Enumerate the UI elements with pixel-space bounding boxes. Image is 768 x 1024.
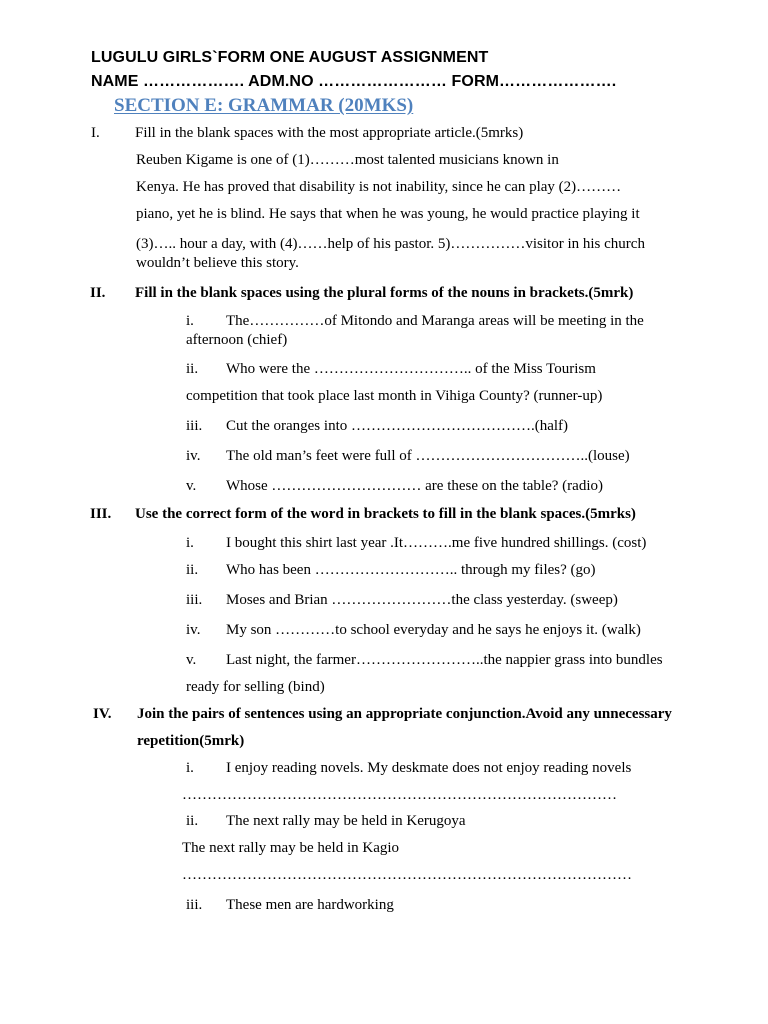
item-text: Moses and Brian ……………………the class yesterday. (sweep) <box>226 592 618 608</box>
item-number: ii. <box>186 562 199 578</box>
student-details-line: NAME ………………. ADM.NO …………………… FORM…………………. <box>91 73 617 90</box>
item-text: Cut the oranges into ……………………………….(half) <box>226 418 569 434</box>
item-text: The……………of Mitondo and Maranga areas will be meeting in the <box>226 313 644 329</box>
section-title: SECTION E: GRAMMAR (20MKS) <box>114 95 414 116</box>
passage-line: Kenya. He has proved that disability is not inability, since he can play (2)……… <box>136 179 622 195</box>
question-4-instruction-cont: repetition(5mrk) <box>137 733 245 749</box>
item-number: v. <box>186 652 197 668</box>
item-text: Whose ………………………… are these on the table? (radio) <box>226 478 603 494</box>
question-3-number: III. <box>90 506 112 522</box>
item-text: Last night, the farmer……………………..the nappier grass into bundles <box>226 652 663 668</box>
question-2-number: II. <box>90 285 106 301</box>
item-number: iii. <box>186 592 203 608</box>
question-4-number: IV. <box>93 706 112 722</box>
item-continuation: ready for selling (bind) <box>186 679 325 695</box>
item-text: These men are hardworking <box>226 897 394 913</box>
item-number: v. <box>186 478 197 494</box>
item-number: iv. <box>186 622 201 638</box>
item-continuation: afternoon (chief) <box>186 332 288 348</box>
passage-line: (3)….. hour a day, with (4)……help of his pastor. 5)……………visitor in his church <box>136 236 645 252</box>
item-text: My son …………to school everyday and he says he enjoys it. (walk) <box>226 622 641 638</box>
item-number: iii. <box>186 418 203 434</box>
item-number: ii. <box>186 813 199 829</box>
question-1-instruction: Fill in the blank spaces with the most appropriate article.(5mrks) <box>135 125 524 141</box>
passage-line: piano, yet he is blind. He says that when he was young, he would practice playing it <box>136 206 640 222</box>
passage-line: Reuben Kigame is one of (1)………most talented musicians known in <box>136 152 559 168</box>
item-number: i. <box>186 760 194 776</box>
item-text: Who were the ………………………….. of the Miss Tourism <box>226 361 596 377</box>
answer-line: …………………………………………………………………………… <box>182 787 617 803</box>
answer-line: ……………………………………………………………………………… <box>182 867 632 883</box>
item-text: I bought this shirt last year .It……….me five hundred shillings. (cost) <box>226 535 647 551</box>
item-number: iv. <box>186 448 201 464</box>
item-text: The old man’s feet were full of ……………………………..(louse) <box>226 448 630 464</box>
item-number: i. <box>186 535 194 551</box>
assignment-title: LUGULU GIRLS`FORM ONE AUGUST ASSIGNMENT <box>91 49 489 66</box>
item-second-sentence: The next rally may be held in Kagio <box>182 840 400 856</box>
question-1-number: I. <box>91 125 100 141</box>
item-number: iii. <box>186 897 203 913</box>
item-text: Who has been ……………………….. through my files? (go) <box>226 562 596 578</box>
item-text: I enjoy reading novels. My deskmate does not enjoy reading novels <box>226 760 632 776</box>
passage-line: wouldn’t believe this story. <box>136 255 299 271</box>
item-number: i. <box>186 313 194 329</box>
item-number: ii. <box>186 361 199 377</box>
item-text: The next rally may be held in Kerugoya <box>226 813 466 829</box>
question-3-instruction: Use the correct form of the word in brackets to fill in the blank spaces.(5mrks) <box>135 506 636 522</box>
question-4-instruction: Join the pairs of sentences using an appropriate conjunction.Avoid any unnecessary <box>137 706 672 722</box>
item-continuation: competition that took place last month in Vihiga County? (runner-up) <box>186 388 603 404</box>
question-2-instruction: Fill in the blank spaces using the plural forms of the nouns in brackets.(5mrk) <box>135 285 634 301</box>
